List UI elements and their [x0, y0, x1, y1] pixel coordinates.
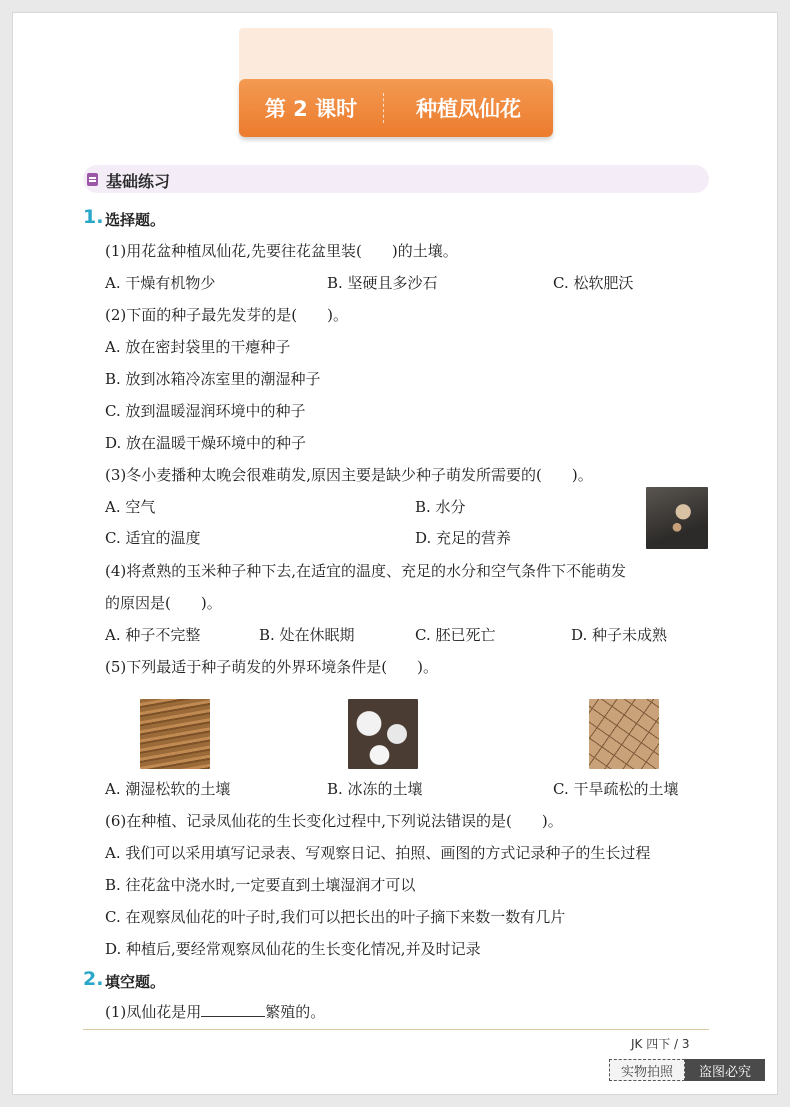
q1-1-option-a: A. 干燥有机物少: [105, 274, 216, 292]
q2-1-blank[interactable]: [201, 1002, 265, 1017]
q1-1-option-b: B. 坚硬且多沙石: [327, 274, 438, 292]
q1-6-option-c: C. 在观察凤仙花的叶子时,我们可以把长出的叶子摘下来数一数有几片: [105, 908, 566, 926]
question-1-title: 选择题。: [105, 211, 166, 229]
q1-3-option-b: B. 水分: [415, 498, 466, 516]
q1-4-stem-line2: 的原因是( )。: [105, 594, 222, 612]
q1-6-option-d: D. 种植后,要经常观察凤仙花的生长变化情况,并及时记录: [105, 940, 481, 958]
q1-1-option-c: C. 松软肥沃: [553, 274, 634, 292]
question-1-number: 1.: [83, 206, 104, 228]
q1-6-stem: (6)在种植、记录凤仙花的生长变化过程中,下列说法错误的是( )。: [105, 812, 563, 830]
q1-5-stem: (5)下列最适于种子萌发的外界环境条件是( )。: [105, 658, 438, 676]
section-bar: [83, 165, 709, 193]
lesson-number: 第 2 课时: [264, 97, 358, 121]
q1-4-option-c: C. 胚已死亡: [415, 626, 496, 644]
page-number: JK 四下 / 3: [631, 1037, 690, 1051]
q1-6-option-b: B. 往花盆中浇水时,一定要直到土壤湿润才可以: [105, 876, 416, 894]
q1-4-option-a: A. 种子不完整: [105, 626, 201, 644]
sowing-seeds-photo: [646, 487, 708, 549]
q1-2-option-a: A. 放在密封袋里的干瘪种子: [105, 338, 291, 356]
worksheet-page: [12, 12, 778, 1095]
q1-2-option-b: B. 放到冰箱冷冻室里的潮湿种子: [105, 370, 321, 388]
frozen-soil-photo: [348, 699, 418, 769]
watermark-right: 盗图必究: [685, 1059, 765, 1081]
q1-5-option-c: C. 干旱疏松的土壤: [553, 780, 679, 798]
q1-3-option-d: D. 充足的营养: [415, 529, 512, 547]
q2-1-line: [105, 1002, 325, 1021]
watermark: [609, 1059, 765, 1081]
question-2-title: 填空题。: [105, 973, 166, 991]
q1-2-stem: (2)下面的种子最先发芽的是( )。: [105, 306, 348, 324]
q1-3-option-c: C. 适宜的温度: [105, 529, 201, 547]
dry-cracked-soil-photo: [589, 699, 659, 769]
q1-1-stem: (1)用花盆种植凤仙花,先要往花盆里装( )的土壤。: [105, 242, 458, 260]
q1-4-stem-line1: (4)将煮熟的玉米种子种下去,在适宜的温度、充足的水分和空气条件下不能萌发: [105, 562, 627, 580]
header-tab: [239, 28, 553, 83]
document-icon: [87, 173, 98, 186]
q1-3-option-a: A. 空气: [105, 498, 156, 516]
q1-5-option-a: A. 潮湿松软的土壤: [105, 780, 231, 798]
q1-3-stem: (3)冬小麦播种太晚会很难萌发,原因主要是缺少种子萌发所需要的( )。: [105, 466, 593, 484]
question-2-number: 2.: [83, 968, 104, 990]
lesson-title: 种植凤仙花: [416, 97, 521, 121]
q1-4-option-b: B. 处在休眠期: [259, 626, 355, 644]
q1-2-option-d: D. 放在温暖干燥环境中的种子: [105, 434, 307, 452]
q1-4-option-d: D. 种子未成熟: [571, 626, 668, 644]
watermark-left: 实物拍照: [609, 1059, 685, 1081]
footer-divider: [83, 1029, 709, 1030]
q1-2-option-c: C. 放到温暖湿润环境中的种子: [105, 402, 306, 420]
q2-1-prefix: (1)凤仙花是用: [105, 1003, 202, 1021]
moist-soil-photo: [140, 699, 210, 769]
q2-1-suffix: 繁殖的。: [265, 1003, 326, 1021]
lesson-header: [239, 79, 553, 137]
section-title: 基础练习: [106, 172, 171, 191]
q1-6-option-a: A. 我们可以采用填写记录表、写观察日记、拍照、画图的方式记录种子的生长过程: [105, 844, 651, 862]
q1-5-option-b: B. 冰冻的土壤: [327, 780, 423, 798]
